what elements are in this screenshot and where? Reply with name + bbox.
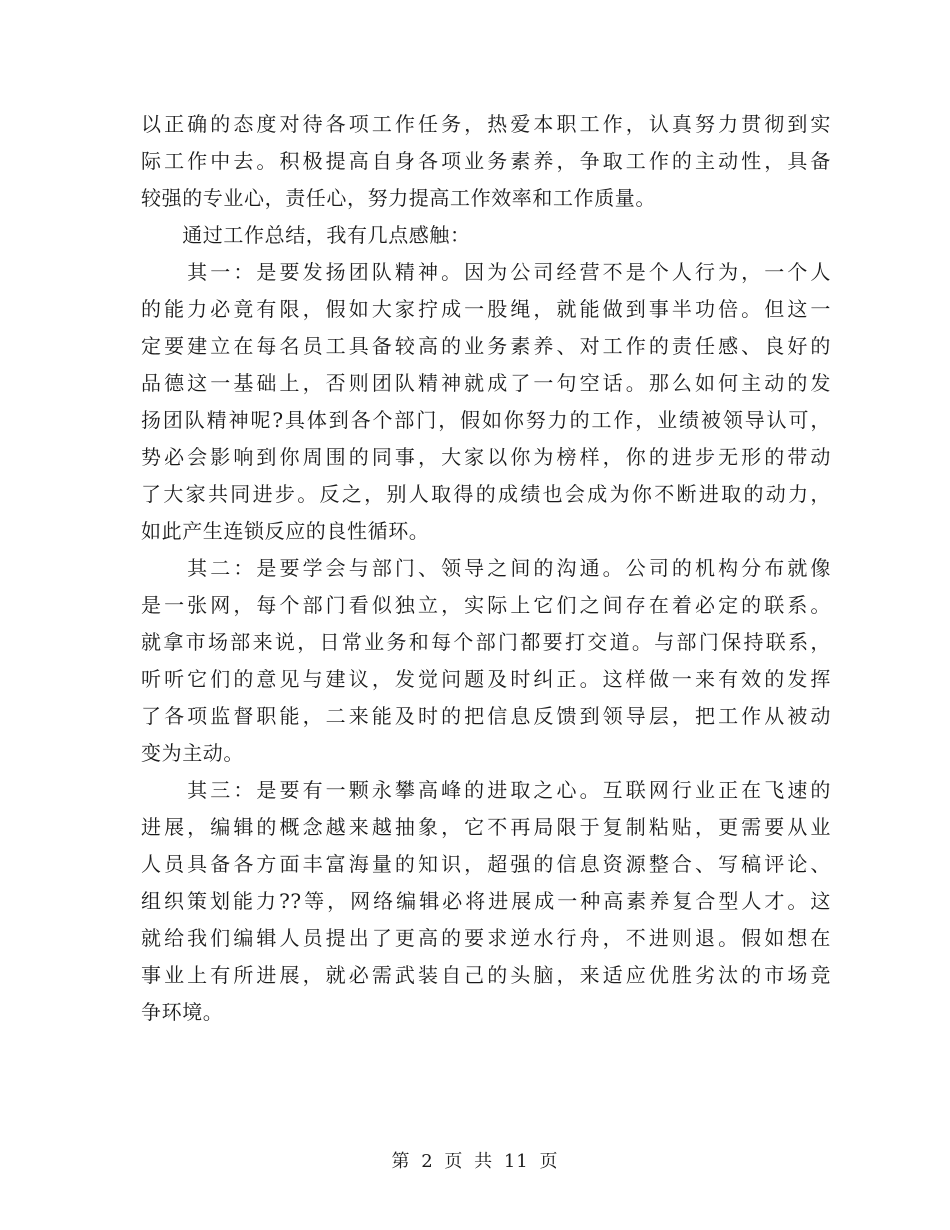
text-line: 扬团队精神呢?具体到各个部门，假如你努力的工作，业绩被领导认可， bbox=[141, 408, 832, 432]
text-line: 争环境。 bbox=[141, 1000, 224, 1024]
text-line: 变为主动。 bbox=[141, 741, 244, 765]
text-line: 其三：是要有一颗永攀高峰的进取之心。互联网行业正在飞速的 bbox=[141, 778, 831, 802]
text-line: 通过工作总结，我有几点感触： bbox=[141, 223, 471, 247]
text-line: 就给我们编辑人员提出了更高的要求逆水行舟，不进则退。假如想在 bbox=[141, 926, 831, 950]
text-line: 如此产生连锁反应的良性循环。 bbox=[141, 519, 430, 543]
text-line: 势必会影响到你周围的同事，大家以你为榜样，你的进步无形的带动 bbox=[141, 445, 831, 469]
text-line: 其一：是要发扬团队精神。因为公司经营不是个人行为，一个人 bbox=[141, 260, 831, 284]
text-line: 事业上有所进展，就必需武装自己的头脑，来适应优胜劣汰的市场竞 bbox=[141, 963, 831, 987]
text-line: 的能力必竟有限，假如大家拧成一股绳，就能做到事半功倍。但这一 bbox=[141, 297, 831, 321]
text-line: 较强的专业心，责任心，努力提高工作效率和工作质量。 bbox=[141, 186, 656, 210]
text-line: 就拿市场部来说，日常业务和每个部门都要打交道。与部门保持联系， bbox=[141, 630, 831, 654]
page-footer: 第 2 页 共 11 页 bbox=[391, 1151, 559, 1172]
body-text bbox=[141, 106, 831, 1031]
text-line: 听听它们的意见与建议，发觉问题及时纠正。这样做一来有效的发挥 bbox=[141, 667, 831, 691]
text-line: 其二：是要学会与部门、领导之间的沟通。公司的机构分布就像 bbox=[141, 556, 831, 580]
text-line: 是一张网，每个部门看似独立，实际上它们之间存在着必定的联系。 bbox=[141, 593, 831, 617]
text-line: 人员具备各方面丰富海量的知识，超强的信息资源整合、写稿评论、 bbox=[141, 852, 831, 876]
text-line: 以正确的态度对待各项工作任务，热爱本职工作，认真努力贯彻到实 bbox=[141, 112, 831, 136]
text-line: 组织策划能力??等，网络编辑必将进展成一种高素养复合型人才。这 bbox=[141, 889, 831, 913]
text-line: 品德这一基础上，否则团队精神就成了一句空话。那么如何主动的发 bbox=[141, 371, 831, 395]
text-line: 定要建立在每名员工具备较高的业务素养、对工作的责任感、良好的 bbox=[141, 334, 831, 358]
text-line: 际工作中去。积极提高自身各项业务素养，争取工作的主动性，具备 bbox=[141, 149, 831, 173]
text-line: 进展，编辑的概念越来越抽象，它不再局限于复制粘贴，更需要从业 bbox=[141, 815, 831, 839]
text-line: 了大家共同进步。反之，别人取得的成绩也会成为你不断进取的动力， bbox=[141, 482, 831, 506]
text-line: 了各项监督职能，二来能及时的把信息反馈到领导层，把工作从被动 bbox=[141, 704, 831, 728]
